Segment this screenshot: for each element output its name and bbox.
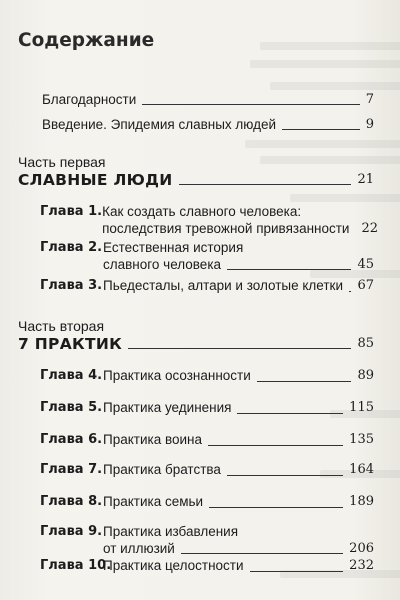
chapter-title-line: Практика избавления <box>103 524 239 539</box>
chapter-page: 232 <box>349 558 374 573</box>
toc-chapter-10[interactable] <box>40 558 374 575</box>
bleed-through-line <box>245 140 400 148</box>
part-title: 7 ПРАКТИК <box>18 335 123 353</box>
toc-entry-introduction[interactable] <box>42 117 374 133</box>
toc-chapter-6[interactable] <box>40 432 374 449</box>
chapter-title-line: Практика братства <box>103 462 221 477</box>
toc-entry-page: 9 <box>365 117 374 132</box>
chapter-title-line: Естественная история <box>103 240 244 255</box>
chapter-title-line: Практика целостности <box>103 558 244 573</box>
bleed-through-line <box>290 194 400 202</box>
leader-line <box>128 348 351 349</box>
chapter-title-line: Практика семьи <box>103 494 204 509</box>
part-label: Часть вторая <box>18 318 105 334</box>
chapter-number: Глава 2. <box>40 240 103 255</box>
toc-chapter-2[interactable] <box>40 240 374 273</box>
leader-line <box>237 413 343 414</box>
chapter-number: Глава 10. <box>40 558 112 573</box>
bleed-through-line <box>260 42 400 50</box>
leader-line <box>227 475 343 476</box>
chapter-number: Глава 7. <box>40 462 103 477</box>
chapter-number: Глава 8. <box>40 494 103 509</box>
chapter-title-line: Практика воина <box>103 432 202 447</box>
bleed-through-line <box>270 82 400 90</box>
toc-chapter-4[interactable] <box>40 368 374 385</box>
toc-chapter-1[interactable] <box>40 204 379 237</box>
toc-part-2[interactable] <box>18 336 374 352</box>
chapter-number: Глава 3. <box>40 278 103 293</box>
toc-entry-label: Благодарности <box>42 92 137 107</box>
leader-line <box>282 129 360 130</box>
chapter-title-line: славного человека <box>103 256 222 272</box>
chapter-page: 206 <box>349 540 374 556</box>
chapter-number: Глава 4. <box>40 368 103 383</box>
toc-entry-page: 7 <box>365 92 374 107</box>
chapter-page: 89 <box>357 368 374 383</box>
toc-chapter-5[interactable] <box>40 400 374 417</box>
toc-entry-acknowledgements[interactable] <box>42 92 374 108</box>
part-title: СЛАВНЫЕ ЛЮДИ <box>18 171 173 189</box>
leader-line <box>208 445 343 446</box>
toc-chapter-9[interactable] <box>40 524 374 557</box>
chapter-title-line: Практика уединения <box>103 400 232 415</box>
chapter-page: 67 <box>357 278 374 293</box>
chapter-page: 22 <box>361 220 379 236</box>
bleed-through-line <box>250 60 400 68</box>
toc-entry-page: 85 <box>357 336 374 351</box>
chapter-title-line: Пьедесталы, алтари и золотые клетки <box>103 278 343 293</box>
chapter-title-line: последствия тревожной привязанности <box>102 220 350 236</box>
chapter-title-line: от иллюзий <box>103 540 175 556</box>
chapter-title-line: Практика осознанности <box>103 368 251 383</box>
chapter-page: 115 <box>349 400 374 415</box>
leader-line <box>349 291 351 292</box>
chapter-number: Глава 1. <box>40 204 103 219</box>
chapter-page: 189 <box>349 494 374 509</box>
leader-line <box>227 269 351 270</box>
leader-line <box>257 381 352 382</box>
chapter-page: 45 <box>357 256 374 272</box>
toc-chapter-7[interactable] <box>40 462 374 479</box>
toc-part-1[interactable] <box>18 172 374 188</box>
part-label: Часть первая <box>18 154 106 170</box>
leader-line <box>209 507 343 508</box>
leader-line <box>181 553 343 554</box>
toc-entry-label: Введение. Эпидемия славных людей <box>42 117 277 132</box>
chapter-page: 164 <box>349 462 374 477</box>
toc-chapter-3[interactable] <box>40 278 374 295</box>
leader-line <box>250 571 344 572</box>
chapter-number: Глава 6. <box>40 432 103 447</box>
chapter-page: 135 <box>349 432 374 447</box>
toc-chapter-8[interactable] <box>40 494 374 511</box>
leader-line <box>179 184 352 185</box>
chapter-number: Глава 9. <box>40 524 103 539</box>
leader-line <box>142 104 359 105</box>
chapter-number: Глава 5. <box>40 400 103 415</box>
page-title: Содержание <box>18 30 155 51</box>
chapter-title-line: Как создать славного человека: <box>102 204 302 219</box>
bleed-through-line <box>260 156 400 164</box>
toc-entry-page: 21 <box>357 172 374 187</box>
